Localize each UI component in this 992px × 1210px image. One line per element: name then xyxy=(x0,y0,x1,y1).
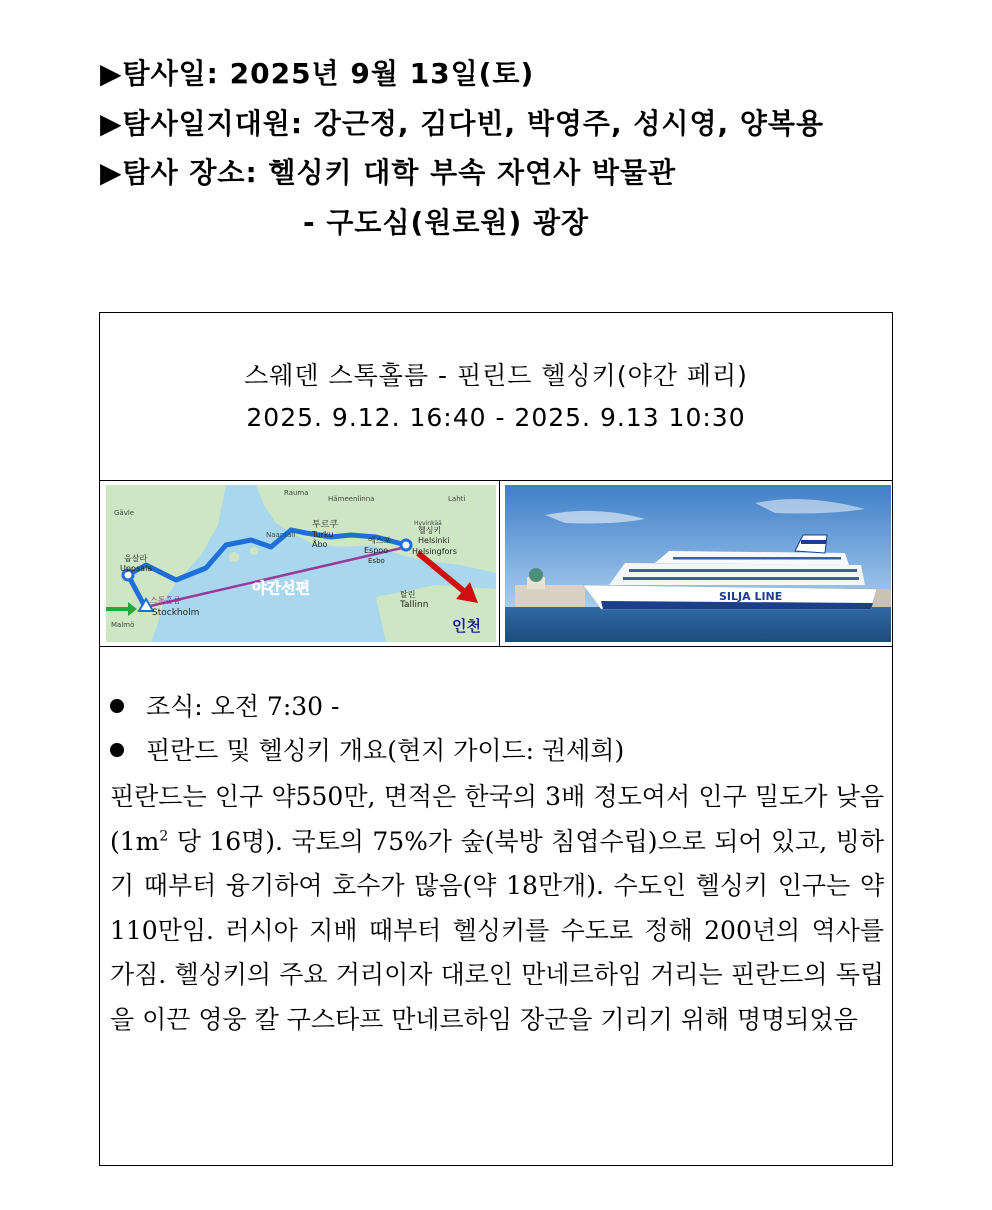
map-label-esbo: Esbo xyxy=(368,557,385,565)
bullet-icon xyxy=(110,699,124,713)
ship-name: SILJA LINE xyxy=(719,590,783,603)
helsinki-marker xyxy=(401,540,411,550)
map-label-hameenlinna: Hämeenlinna xyxy=(328,495,375,503)
shore-buildings xyxy=(515,585,585,607)
map-label-lahti: Lahti xyxy=(448,495,466,503)
ship-windows xyxy=(623,577,859,580)
overview-text: 핀란드 및 헬싱키 개요(현지 가이드: 권세희) xyxy=(146,736,625,765)
route-map xyxy=(106,485,496,642)
members-line: ▶탐사일지대원: 강근정, 김다빈, 박영주, 성시영, 양복용 xyxy=(100,107,825,140)
route-title: 스웨덴 스톡홀름 - 핀린드 헬싱키(야간 페리) xyxy=(244,361,748,390)
map-label-tallinn-ko: 탈린 xyxy=(400,590,416,599)
map-label-turku-ko: 투르쿠 xyxy=(312,520,339,530)
paragraph-part-a: 핀란드는 인구 약550만, 면적은 한국의 3배 정도여서 인구 밀도가 낮음(1m xyxy=(110,782,884,856)
aland-island xyxy=(229,552,239,562)
image-row xyxy=(100,481,892,647)
map-label-stockholm-ko: 스톡홀름 xyxy=(150,596,181,605)
content-table xyxy=(99,312,893,1166)
map-label-uppsala-ko: 웁살라 xyxy=(124,554,148,563)
route-time: 2025. 9.12. 16:40 - 2025. 9.13 10:30 xyxy=(246,403,746,432)
bullet-icon xyxy=(110,743,124,757)
map-label-naantali: Naantali xyxy=(266,531,296,539)
ship-windows xyxy=(629,569,857,572)
ferry-photo xyxy=(505,485,891,642)
map-label-helsingfors: Helsingfors xyxy=(412,547,457,556)
map-label-route: 야간선편 xyxy=(252,579,310,597)
paragraph-part-b: 당 16명). 국토의 75%가 숲(북방 침엽수립)으로 되어 있고, 빙하기 때부터 융기하여 호수가 많음(약 18만개). 수도인 헬싱키 인구는 약 110만임. 러시아 지배 때부터 헬싱키를 수도로 정해 200년의 역사를 가짐. 헬싱키의 주요 거리이자 대로인 만네르하임 거리는 핀란드의 독립을 이끈 영웅 칼 구스타프 만네르하임 장군을 기리기 위해 명명되었음 xyxy=(110,826,884,1034)
date-line: ▶탐사일: 2025년 9월 13일(토) xyxy=(100,57,535,90)
place-line: ▶탐사 장소: 헬싱키 대학 부속 자연사 박물관 xyxy=(100,156,677,189)
map-label-helsinki: Helsinki xyxy=(418,536,450,545)
map-label-turku: Turku xyxy=(312,530,334,539)
funnel-stripe xyxy=(801,540,826,544)
map-label-rauma: Rauma xyxy=(284,489,309,497)
overview-item xyxy=(110,731,624,767)
paragraph-superscript: 2 xyxy=(159,828,169,845)
ship-windows xyxy=(673,557,841,560)
map-label-malmo: Malmö xyxy=(111,621,135,629)
map-label-helsinki-ko: 헬싱키 xyxy=(418,526,442,535)
breakfast-text: 조식: 오전 7:30 - xyxy=(146,692,340,721)
notes-cell xyxy=(100,647,892,1165)
map-label-stockholm: Stockholm xyxy=(152,608,200,618)
map-label-uppsala: Uppsala xyxy=(120,564,153,573)
image-divider xyxy=(499,481,500,646)
map-label-hyvinkaa: Hyvinkää xyxy=(414,520,442,527)
map-label-abo: Åbo xyxy=(312,540,328,549)
route-title-cell xyxy=(100,313,892,481)
map-label-tallinn: Tallinn xyxy=(400,600,429,610)
cathedral-dome xyxy=(529,568,543,582)
map-label-gavle: Gävle xyxy=(114,509,135,517)
harbor-water xyxy=(505,607,891,642)
place-line-2: - 구도심(원로원) 광장 xyxy=(303,206,590,239)
overview-paragraph xyxy=(110,775,884,1042)
map-label-incheon: 인천 xyxy=(452,617,481,635)
ship-superstructure xyxy=(609,563,865,585)
aland-island xyxy=(250,547,258,555)
breakfast-item xyxy=(110,687,339,723)
map-label-espoo-ko: 에스포 xyxy=(368,536,392,545)
map-label-espoo: Espoo xyxy=(364,546,389,555)
